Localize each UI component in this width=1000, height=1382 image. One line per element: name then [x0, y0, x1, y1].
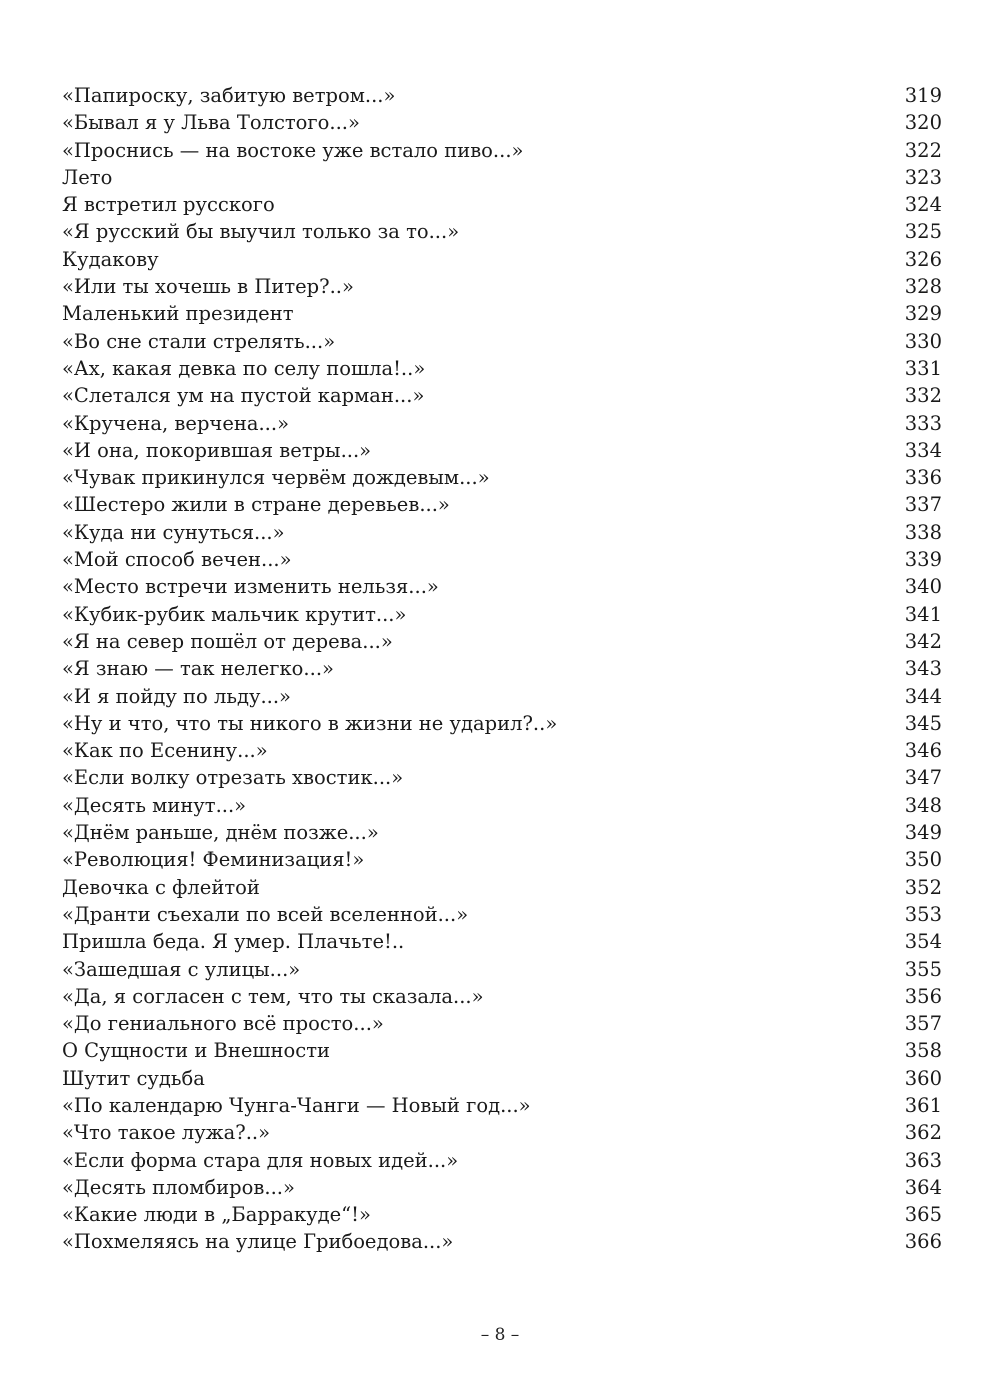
toc-entry [62, 846, 942, 873]
toc-entry-page-number: 319 [904, 84, 942, 107]
toc-entry [62, 109, 942, 136]
toc-entry-title: «Что такое лужа?..» [62, 1121, 271, 1145]
toc-entry-page-number: 365 [904, 1203, 942, 1227]
toc-entry [62, 164, 942, 191]
toc-entry-title: «Папироску, забитую ветром...» [62, 84, 396, 107]
toc-entry-title: «Во сне стали стрелять...» [62, 329, 336, 353]
toc-entry-title: «Мой способ вечен...» [62, 548, 292, 572]
toc-entry-title: «До гениального всё просто...» [62, 1012, 384, 1036]
toc-entry-page-number: 360 [904, 1066, 942, 1090]
toc-entry-title: «Как по Есенину...» [62, 739, 268, 763]
toc-entry-page-number: 358 [904, 1039, 942, 1063]
toc-entry [62, 1065, 942, 1092]
toc-entry [62, 1092, 942, 1119]
toc-entry-title: «Революция! Феминизация!» [62, 848, 365, 872]
toc-entry-page-number: 366 [904, 1230, 942, 1254]
toc-entry-title: «И она, покорившая ветры...» [62, 438, 372, 462]
toc-entry-page-number: 322 [904, 138, 942, 162]
toc-entry [62, 355, 942, 382]
toc-entry [62, 874, 942, 901]
toc-entry-title: «Проснись — на востоке уже встало пиво...» [62, 138, 524, 162]
toc-entry [62, 901, 942, 928]
toc-entry [62, 928, 942, 955]
toc-entry-title: «По календарю Чунга-Чанги — Новый год...» [62, 1093, 531, 1117]
toc-entry [62, 1119, 942, 1146]
toc-entry [62, 191, 942, 218]
toc-entry [62, 956, 942, 983]
toc-entry-title: «Чувак прикинулся червём дождевым...» [62, 466, 490, 490]
toc-entry-title: «Если форма стара для новых идей...» [62, 1148, 459, 1172]
toc-entry-title: «Если волку отрезать хвостик...» [62, 766, 404, 790]
toc-entry [62, 82, 942, 109]
toc-entry [62, 1174, 942, 1201]
toc-entry-page-number: 320 [904, 111, 942, 135]
toc-entry-title: «Или ты хочешь в Питер?..» [62, 275, 354, 299]
toc-entry-title: «Десять минут...» [62, 793, 247, 817]
toc-entry-title: «Ах, какая девка по селу пошла!..» [62, 356, 426, 380]
toc-entry-page-number: 362 [904, 1121, 942, 1145]
toc-entry-title: «Шестеро жили в стране деревьев...» [62, 493, 450, 517]
toc-entry [62, 683, 942, 710]
toc-entry-title: Кудакову [62, 247, 159, 271]
toc-entry [62, 819, 942, 846]
toc-entry-title: «Бывал я у Льва Толстого...» [62, 111, 360, 135]
toc-entry [62, 1201, 942, 1228]
toc-entry-page-number: 325 [904, 220, 942, 244]
toc-entry-title: Я встретил русского [62, 193, 275, 217]
toc-entry-title: «Зашедшая с улицы...» [62, 957, 301, 981]
toc-entry-title: «Место встречи изменить нельзя...» [62, 575, 439, 599]
toc-entry-title: «Слетался ум на пустой карман...» [62, 384, 425, 408]
toc-entry [62, 246, 942, 273]
toc-entry-title: Маленький президент [62, 302, 294, 326]
toc-entry-page-number: 348 [904, 793, 942, 817]
toc-entry [62, 546, 942, 573]
toc-entry-title: «Я на север пошёл от дерева...» [62, 629, 393, 653]
toc-entry-title: «Кручена, верчена...» [62, 411, 290, 435]
toc-entry [62, 655, 942, 682]
toc-entry [62, 737, 942, 764]
toc-entry [62, 437, 942, 464]
toc-entry-page-number: 330 [904, 329, 942, 353]
toc-entry-page-number: 337 [904, 493, 942, 517]
toc-entry-page-number: 346 [904, 739, 942, 763]
toc-entry-title: «И я пойду по льду...» [62, 684, 291, 708]
toc-entry-page-number: 355 [904, 957, 942, 981]
toc-entry-page-number: 364 [904, 1175, 942, 1199]
toc-entry-page-number: 339 [904, 548, 942, 572]
toc-entry-page-number: 331 [904, 356, 942, 380]
toc-entry [62, 573, 942, 600]
toc-entry-title: Лето [62, 165, 113, 189]
toc-entry [62, 382, 942, 409]
toc-entry [62, 218, 942, 245]
toc-entry [62, 710, 942, 737]
toc-entry-title: «Дранти съехали по всей вселенной...» [62, 902, 469, 926]
toc-entry-page-number: 341 [904, 602, 942, 626]
toc-entry-title: «Я русский бы выучил только за то...» [62, 220, 460, 244]
toc-entry-page-number: 343 [904, 657, 942, 681]
toc-entry-page-number: 352 [904, 875, 942, 899]
toc-entry-page-number: 342 [904, 629, 942, 653]
toc-entry [62, 601, 942, 628]
toc-entry-page-number: 345 [904, 711, 942, 735]
toc-entry [62, 137, 942, 164]
toc-entry-page-number: 357 [904, 1012, 942, 1036]
toc-entry [62, 1010, 942, 1037]
page-number: – 8 – [480, 1325, 520, 1345]
toc-entry [62, 1147, 942, 1174]
toc-entry-title: «Ну и что, что ты никого в жизни не ударил?..» [62, 711, 558, 735]
toc-entry-page-number: 323 [904, 165, 942, 189]
table-of-contents [62, 82, 942, 1256]
toc-entry-title: «Да, я согласен с тем, что ты сказала...» [62, 984, 484, 1008]
toc-entry-title: «Днём раньше, днём позже...» [62, 821, 379, 845]
toc-entry-title: Шутит судьба [62, 1066, 205, 1090]
toc-entry-title: «Кубик-рубик мальчик крутит...» [62, 602, 407, 626]
toc-entry-page-number: 361 [904, 1093, 942, 1117]
toc-entry-page-number: 328 [904, 275, 942, 299]
toc-entry [62, 328, 942, 355]
toc-entry [62, 410, 942, 437]
toc-entry-page-number: 338 [904, 520, 942, 544]
toc-entry-page-number: 356 [904, 984, 942, 1008]
toc-entry-title: «Куда ни сунуться...» [62, 520, 285, 544]
toc-entry [62, 764, 942, 791]
toc-entry-title: «Какие люди в „Барракуде“!» [62, 1203, 371, 1227]
toc-entry-page-number: 340 [904, 575, 942, 599]
toc-entry [62, 519, 942, 546]
toc-entry-page-number: 329 [904, 302, 942, 326]
toc-entry-page-number: 347 [904, 766, 942, 790]
toc-entry-page-number: 333 [904, 411, 942, 435]
toc-entry-page-number: 354 [904, 930, 942, 954]
toc-entry-title: Девочка с флейтой [62, 875, 260, 899]
toc-entry [62, 300, 942, 327]
toc-entry-page-number: 336 [904, 466, 942, 490]
toc-entry-title: «Десять пломбиров...» [62, 1175, 295, 1199]
toc-entry-title: О Сущности и Внешности [62, 1039, 330, 1063]
toc-entry-title: «Похмеляясь на улице Грибоедова...» [62, 1230, 454, 1254]
toc-entry [62, 1228, 942, 1255]
toc-entry [62, 491, 942, 518]
toc-entry-page-number: 344 [904, 684, 942, 708]
toc-entry [62, 464, 942, 491]
toc-entry [62, 792, 942, 819]
toc-entry-page-number: 350 [904, 848, 942, 872]
toc-entry-page-number: 334 [904, 438, 942, 462]
toc-entry-page-number: 324 [904, 193, 942, 217]
toc-entry-title: «Я знаю — так нелегко...» [62, 657, 334, 681]
toc-entry-page-number: 332 [904, 384, 942, 408]
toc-entry-page-number: 353 [904, 902, 942, 926]
toc-entry-page-number: 349 [904, 821, 942, 845]
toc-entry [62, 1037, 942, 1064]
toc-entry [62, 628, 942, 655]
toc-entry [62, 273, 942, 300]
toc-entry [62, 983, 942, 1010]
toc-entry-page-number: 363 [904, 1148, 942, 1172]
toc-entry-title: Пришла беда. Я умер. Плачьте!.. [62, 930, 405, 954]
toc-entry-page-number: 326 [904, 247, 942, 271]
